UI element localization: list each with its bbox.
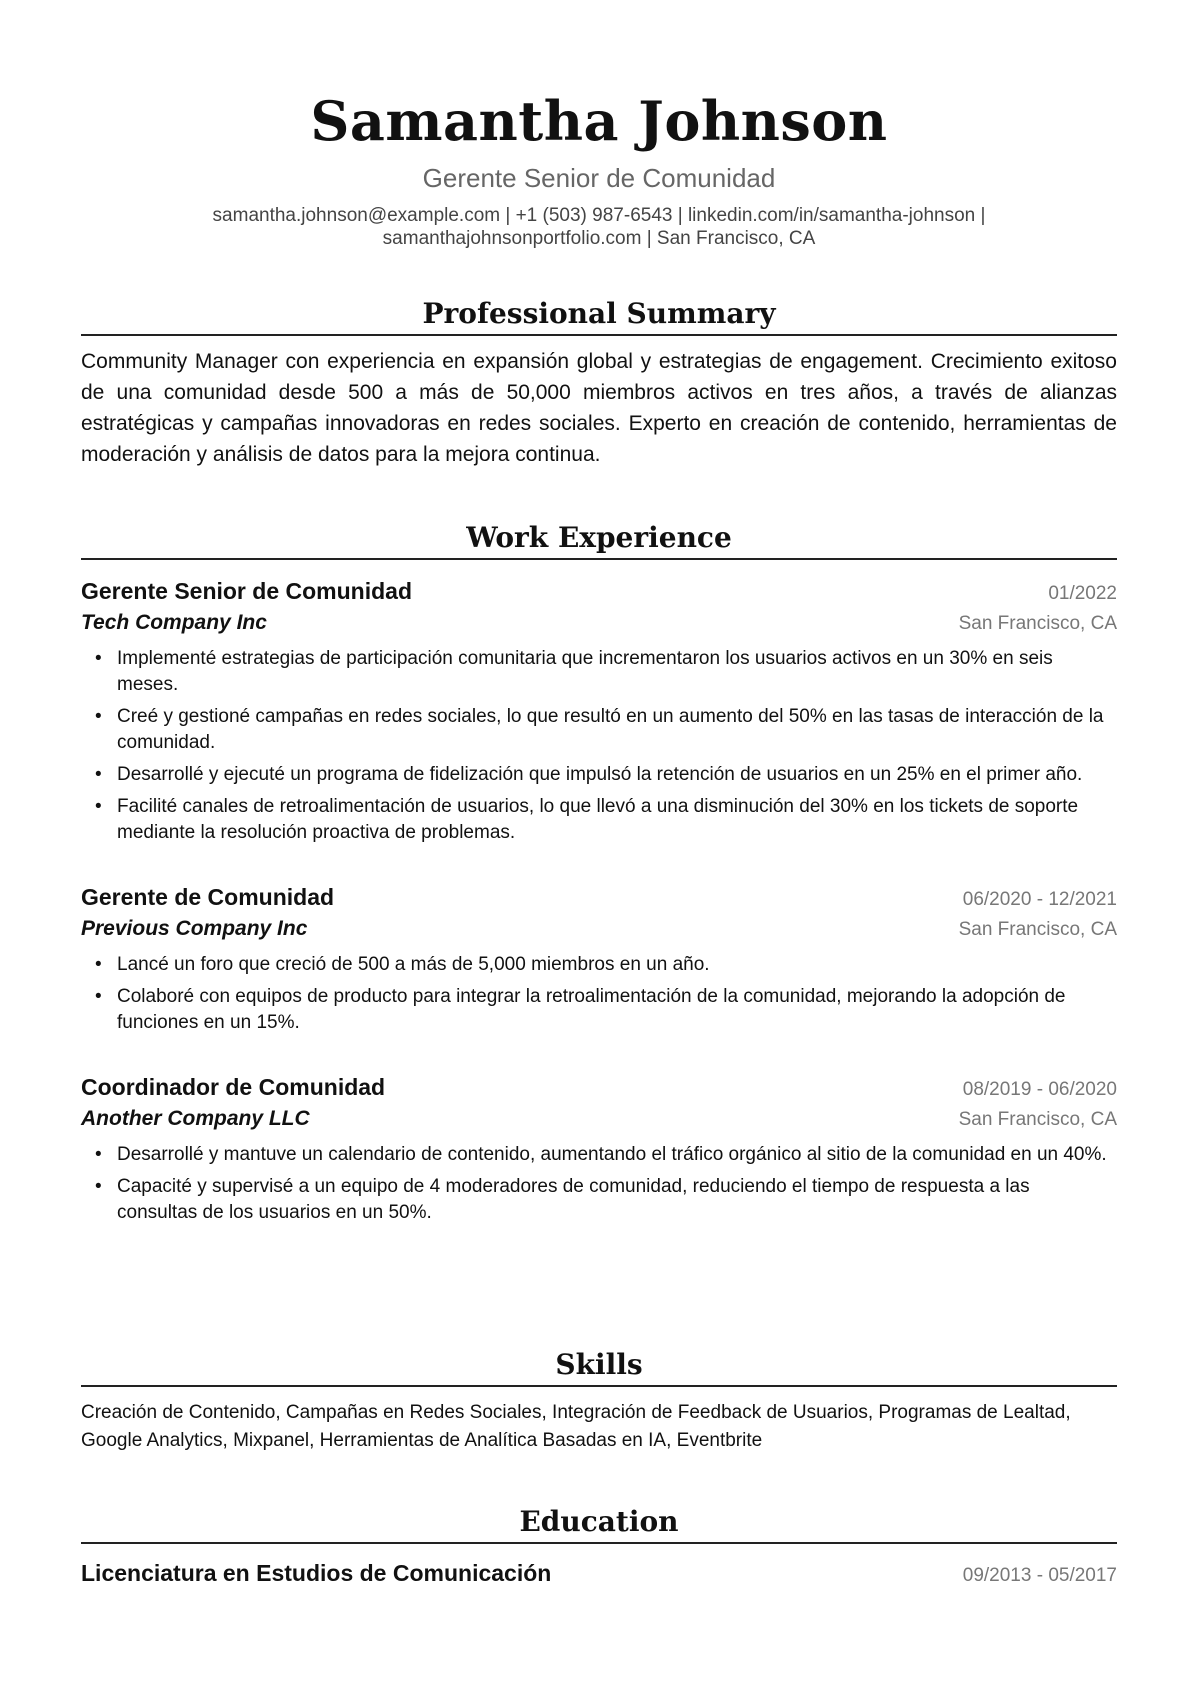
job-bullets (81, 952, 1117, 1036)
job-title: Gerente Senior de Comunidad (81, 578, 412, 604)
job-entry (81, 1072, 1117, 1226)
education-section (81, 1504, 1117, 1591)
job-bullet: • Facilité canales de retroalimentación de usuarios, lo que llevó a una disminución del 30% en los tickets de soporte mediante la resolución proactiva de problemas. (117, 794, 1117, 846)
job-location: San Francisco, CA (958, 919, 1117, 940)
candidate-name: Samantha Johnson (310, 89, 888, 153)
job-bullets (81, 646, 1117, 846)
job-entry (81, 882, 1117, 1036)
job-date: 08/2019 - 06/2020 (962, 1079, 1117, 1100)
skills-heading: Skills (81, 1347, 1117, 1387)
resume-page (81, 0, 1117, 1586)
job-company: Another Company LLC (81, 1107, 310, 1130)
contact-line-1: samantha.johnson@example.com | +1 (503) 987-6543 | linkedin.com/in/samantha-johnson | (212, 205, 986, 226)
job-date: 06/2020 - 12/2021 (962, 889, 1117, 910)
skills-section (81, 1347, 1117, 1455)
skills-text: Creación de Contenido, Campañas en Redes Sociales, Integración de Feedback de Usuarios, Programas de Lealtad, Google Analytics, Mixpanel, Herramientas de Analítica Basadas en IA, Eventbrite (81, 1402, 1071, 1451)
summary-text: Community Manager con experiencia en expansión global y estrategias de engagement. Crecimiento exitoso de una comunidad desde 500 a más de 50,000 miembros activos en tres años, a través de alianzas estratégicas y campañas innovadoras en redes sociales. Experto en creación de contenido, herramientas de moderación y análisis de datos para la mejora continua. (81, 350, 1117, 466)
job-bullet: • Creé y gestioné campañas en redes sociales, lo que resultó en un aumento del 50% en las tasas de interacción de la comunidad. (117, 704, 1117, 756)
candidate-title: Gerente Senior de Comunidad (422, 163, 776, 193)
job-bullet: • Lancé un foro que creció de 500 a más de 5,000 miembros en un año. (117, 952, 1117, 978)
education-heading: Education (81, 1504, 1117, 1544)
job-title: Coordinador de Comunidad (81, 1074, 386, 1100)
education-date: 09/2013 - 05/2017 (962, 1565, 1117, 1586)
job-company: Tech Company Inc (81, 611, 267, 634)
contact-line-2: samanthajohnsonportfolio.com | San Francisco, CA (382, 228, 816, 249)
job-location: San Francisco, CA (958, 1109, 1117, 1130)
contact-info (81, 204, 1117, 250)
summary-heading: Professional Summary (81, 296, 1117, 336)
job-bullet: • Colaboré con equipos de producto para integrar la retroalimentación de la comunidad, mejorando la adopción de funciones en un 15%. (117, 984, 1117, 1036)
resume-header (81, 0, 1117, 250)
job-bullets (81, 1142, 1117, 1226)
job-location: San Francisco, CA (958, 613, 1117, 634)
experience-heading: Work Experience (81, 520, 1117, 560)
job-bullet: • Desarrollé y ejecuté un programa de fidelización que impulsó la retención de usuarios en un 25% en el primer año. (117, 762, 1117, 788)
job-entry (81, 576, 1117, 846)
job-company: Previous Company Inc (81, 917, 308, 940)
job-bullet: • Implementé estrategias de participación comunitaria que incrementaron los usuarios activos en un 30% en seis meses. (117, 646, 1117, 698)
job-title: Gerente de Comunidad (81, 884, 335, 910)
summary-section (81, 296, 1117, 470)
job-bullet: • Capacité y supervisé a un equipo de 4 moderadores de comunidad, reduciendo el tiempo de respuesta a las consultas de los usuarios en un 50%. (117, 1174, 1117, 1226)
education-degree: Licenciatura en Estudios de Comunicación (81, 1560, 552, 1586)
job-bullet: • Desarrollé y mantuve un calendario de contenido, aumentando el tráfico orgánico al sitio de la comunidad en un 40%. (117, 1142, 1117, 1168)
experience-section (81, 520, 1117, 1232)
job-date: 01/2022 (1048, 583, 1117, 604)
